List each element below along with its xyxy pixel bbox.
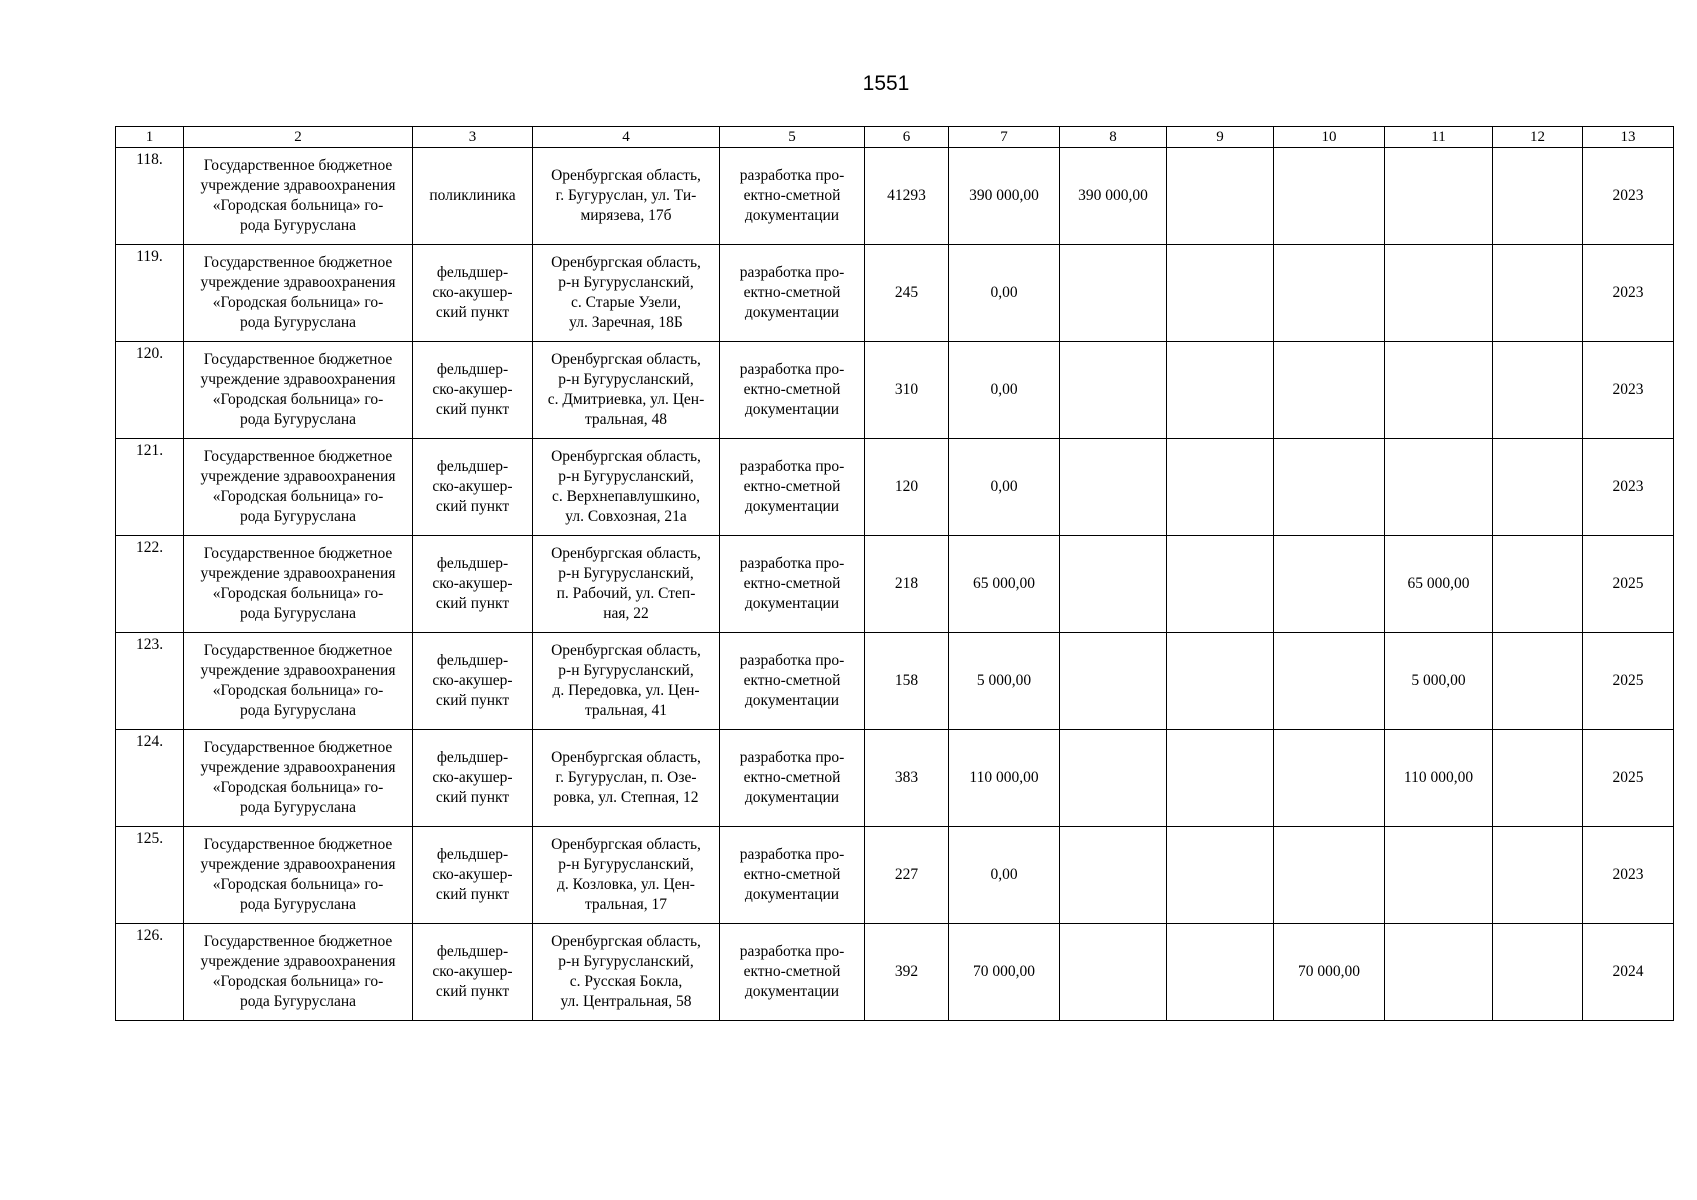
work-type-cell: разработка про- ектно-сметной документации — [720, 633, 865, 730]
work-type-cell: разработка про- ектно-сметной документации — [720, 536, 865, 633]
column-9-cell — [1167, 342, 1274, 439]
column-6-cell: 227 — [865, 827, 949, 924]
address-cell: Оренбургская область, р-н Бугурусланский, с. Русская Бокла, ул. Центральная, 58 — [533, 924, 720, 1021]
table-row — [116, 342, 1674, 439]
year-cell: 2024 — [1583, 924, 1674, 1021]
row-number: 124. — [116, 730, 184, 827]
column-7-cell: 0,00 — [949, 827, 1060, 924]
facility-type-cell: фельдшер- ско-акушер- ский пункт — [413, 439, 533, 536]
column-10-cell: 70 000,00 — [1274, 924, 1385, 1021]
column-9-cell — [1167, 924, 1274, 1021]
column-12-cell — [1493, 924, 1583, 1021]
column-12-cell — [1493, 245, 1583, 342]
organization-cell: Государственное бюджетное учреждение здравоохранения «Городская больница» го- рода Бугуруслана — [184, 827, 413, 924]
column-6-cell: 383 — [865, 730, 949, 827]
column-6-cell: 218 — [865, 536, 949, 633]
column-header: 1 — [116, 127, 184, 148]
row-number: 126. — [116, 924, 184, 1021]
organization-cell: Государственное бюджетное учреждение здравоохранения «Городская больница» го- рода Бугуруслана — [184, 148, 413, 245]
column-12-cell — [1493, 439, 1583, 536]
column-header: 10 — [1274, 127, 1385, 148]
column-10-cell — [1274, 439, 1385, 536]
column-11-cell: 65 000,00 — [1385, 536, 1493, 633]
column-12-cell — [1493, 342, 1583, 439]
year-cell: 2023 — [1583, 245, 1674, 342]
facility-type-cell: поликлиника — [413, 148, 533, 245]
year-cell: 2025 — [1583, 730, 1674, 827]
column-9-cell — [1167, 633, 1274, 730]
column-10-cell — [1274, 148, 1385, 245]
address-cell: Оренбургская область, р-н Бугурусланский, с. Дмитриевка, ул. Цен- тральная, 48 — [533, 342, 720, 439]
address-cell: Оренбургская область, р-н Бугурусланский, с. Старые Узели, ул. Заречная, 18Б — [533, 245, 720, 342]
header-row — [116, 127, 1674, 148]
column-6-cell: 41293 — [865, 148, 949, 245]
column-9-cell — [1167, 730, 1274, 827]
facility-type-cell: фельдшер- ско-акушер- ский пункт — [413, 730, 533, 827]
column-7-cell: 0,00 — [949, 342, 1060, 439]
table-header — [116, 127, 1674, 148]
column-12-cell — [1493, 827, 1583, 924]
column-11-cell: 5 000,00 — [1385, 633, 1493, 730]
column-12-cell — [1493, 536, 1583, 633]
column-6-cell: 158 — [865, 633, 949, 730]
year-cell: 2023 — [1583, 439, 1674, 536]
column-11-cell — [1385, 439, 1493, 536]
facility-type-cell: фельдшер- ско-акушер- ский пункт — [413, 245, 533, 342]
page-number: 1551 — [862, 72, 910, 95]
column-header: 13 — [1583, 127, 1674, 148]
column-7-cell: 110 000,00 — [949, 730, 1060, 827]
work-type-cell: разработка про- ектно-сметной документации — [720, 245, 865, 342]
column-header: 4 — [533, 127, 720, 148]
column-9-cell — [1167, 439, 1274, 536]
year-cell: 2025 — [1583, 633, 1674, 730]
year-cell: 2023 — [1583, 342, 1674, 439]
column-header: 2 — [184, 127, 413, 148]
address-cell: Оренбургская область, р-н Бугурусланский, п. Рабочий, ул. Степ- ная, 22 — [533, 536, 720, 633]
column-10-cell — [1274, 342, 1385, 439]
column-11-cell — [1385, 342, 1493, 439]
year-cell: 2023 — [1583, 827, 1674, 924]
facility-type-cell: фельдшер- ско-акушер- ский пункт — [413, 536, 533, 633]
address-cell: Оренбургская область, р-н Бугурусланский, с. Верхнепавлушкино, ул. Совхозная, 21а — [533, 439, 720, 536]
column-11-cell — [1385, 148, 1493, 245]
column-10-cell — [1274, 245, 1385, 342]
column-9-cell — [1167, 536, 1274, 633]
column-6-cell: 310 — [865, 342, 949, 439]
row-number: 119. — [116, 245, 184, 342]
row-number: 120. — [116, 342, 184, 439]
organization-cell: Государственное бюджетное учреждение здравоохранения «Городская больница» го- рода Бугуруслана — [184, 342, 413, 439]
table-row — [116, 148, 1674, 245]
column-8-cell — [1060, 633, 1167, 730]
column-10-cell — [1274, 536, 1385, 633]
column-header: 12 — [1493, 127, 1583, 148]
column-10-cell — [1274, 827, 1385, 924]
column-8-cell — [1060, 730, 1167, 827]
column-8-cell — [1060, 827, 1167, 924]
row-number: 125. — [116, 827, 184, 924]
column-9-cell — [1167, 148, 1274, 245]
work-type-cell: разработка про- ектно-сметной документации — [720, 342, 865, 439]
column-8-cell — [1060, 245, 1167, 342]
column-12-cell — [1493, 148, 1583, 245]
organization-cell: Государственное бюджетное учреждение здравоохранения «Городская больница» го- рода Бугуруслана — [184, 245, 413, 342]
organization-cell: Государственное бюджетное учреждение здравоохранения «Городская больница» го- рода Бугуруслана — [184, 730, 413, 827]
column-header: 5 — [720, 127, 865, 148]
column-8-cell — [1060, 342, 1167, 439]
table-row — [116, 633, 1674, 730]
organization-cell: Государственное бюджетное учреждение здравоохранения «Городская больница» го- рода Бугуруслана — [184, 536, 413, 633]
column-6-cell: 245 — [865, 245, 949, 342]
column-7-cell: 5 000,00 — [949, 633, 1060, 730]
column-11-cell — [1385, 245, 1493, 342]
organization-cell: Государственное бюджетное учреждение здравоохранения «Городская больница» го- рода Бугуруслана — [184, 924, 413, 1021]
address-cell: Оренбургская область, г. Бугуруслан, ул. Ти- мирязева, 17б — [533, 148, 720, 245]
table-row — [116, 730, 1674, 827]
facility-type-cell: фельдшер- ско-акушер- ский пункт — [413, 924, 533, 1021]
work-type-cell: разработка про- ектно-сметной документации — [720, 148, 865, 245]
column-7-cell: 0,00 — [949, 439, 1060, 536]
row-number: 122. — [116, 536, 184, 633]
column-10-cell — [1274, 730, 1385, 827]
year-cell: 2023 — [1583, 148, 1674, 245]
column-6-cell: 120 — [865, 439, 949, 536]
column-11-cell: 110 000,00 — [1385, 730, 1493, 827]
address-cell: Оренбургская область, р-н Бугурусланский, д. Передовка, ул. Цен- тральная, 41 — [533, 633, 720, 730]
table-row — [116, 245, 1674, 342]
organization-cell: Государственное бюджетное учреждение здравоохранения «Городская больница» го- рода Бугуруслана — [184, 633, 413, 730]
column-11-cell — [1385, 924, 1493, 1021]
address-cell: Оренбургская область, г. Бугуруслан, п. Озе- ровка, ул. Степная, 12 — [533, 730, 720, 827]
registry-table — [115, 126, 1674, 1021]
row-number: 121. — [116, 439, 184, 536]
column-12-cell — [1493, 633, 1583, 730]
column-9-cell — [1167, 827, 1274, 924]
row-number: 123. — [116, 633, 184, 730]
column-header: 11 — [1385, 127, 1493, 148]
facility-type-cell: фельдшер- ско-акушер- ский пункт — [413, 827, 533, 924]
address-cell: Оренбургская область, р-н Бугурусланский, д. Козловка, ул. Цен- тральная, 17 — [533, 827, 720, 924]
column-7-cell: 65 000,00 — [949, 536, 1060, 633]
year-cell: 2025 — [1583, 536, 1674, 633]
column-8-cell — [1060, 536, 1167, 633]
column-12-cell — [1493, 730, 1583, 827]
column-header: 3 — [413, 127, 533, 148]
work-type-cell: разработка про- ектно-сметной документации — [720, 827, 865, 924]
column-header: 7 — [949, 127, 1060, 148]
work-type-cell: разработка про- ектно-сметной документации — [720, 439, 865, 536]
column-7-cell: 70 000,00 — [949, 924, 1060, 1021]
column-6-cell: 392 — [865, 924, 949, 1021]
work-type-cell: разработка про- ектно-сметной документации — [720, 924, 865, 1021]
table-row — [116, 536, 1674, 633]
column-9-cell — [1167, 245, 1274, 342]
row-number: 118. — [116, 148, 184, 245]
table-row — [116, 827, 1674, 924]
column-8-cell: 390 000,00 — [1060, 148, 1167, 245]
column-header: 9 — [1167, 127, 1274, 148]
column-7-cell: 0,00 — [949, 245, 1060, 342]
table-body — [116, 148, 1674, 1021]
table-row — [116, 924, 1674, 1021]
column-7-cell: 390 000,00 — [949, 148, 1060, 245]
column-8-cell — [1060, 439, 1167, 536]
table-row — [116, 439, 1674, 536]
column-header: 8 — [1060, 127, 1167, 148]
organization-cell: Государственное бюджетное учреждение здравоохранения «Городская больница» го- рода Бугуруслана — [184, 439, 413, 536]
work-type-cell: разработка про- ектно-сметной документации — [720, 730, 865, 827]
column-11-cell — [1385, 827, 1493, 924]
column-10-cell — [1274, 633, 1385, 730]
facility-type-cell: фельдшер- ско-акушер- ский пункт — [413, 342, 533, 439]
facility-type-cell: фельдшер- ско-акушер- ский пункт — [413, 633, 533, 730]
column-8-cell — [1060, 924, 1167, 1021]
column-header: 6 — [865, 127, 949, 148]
